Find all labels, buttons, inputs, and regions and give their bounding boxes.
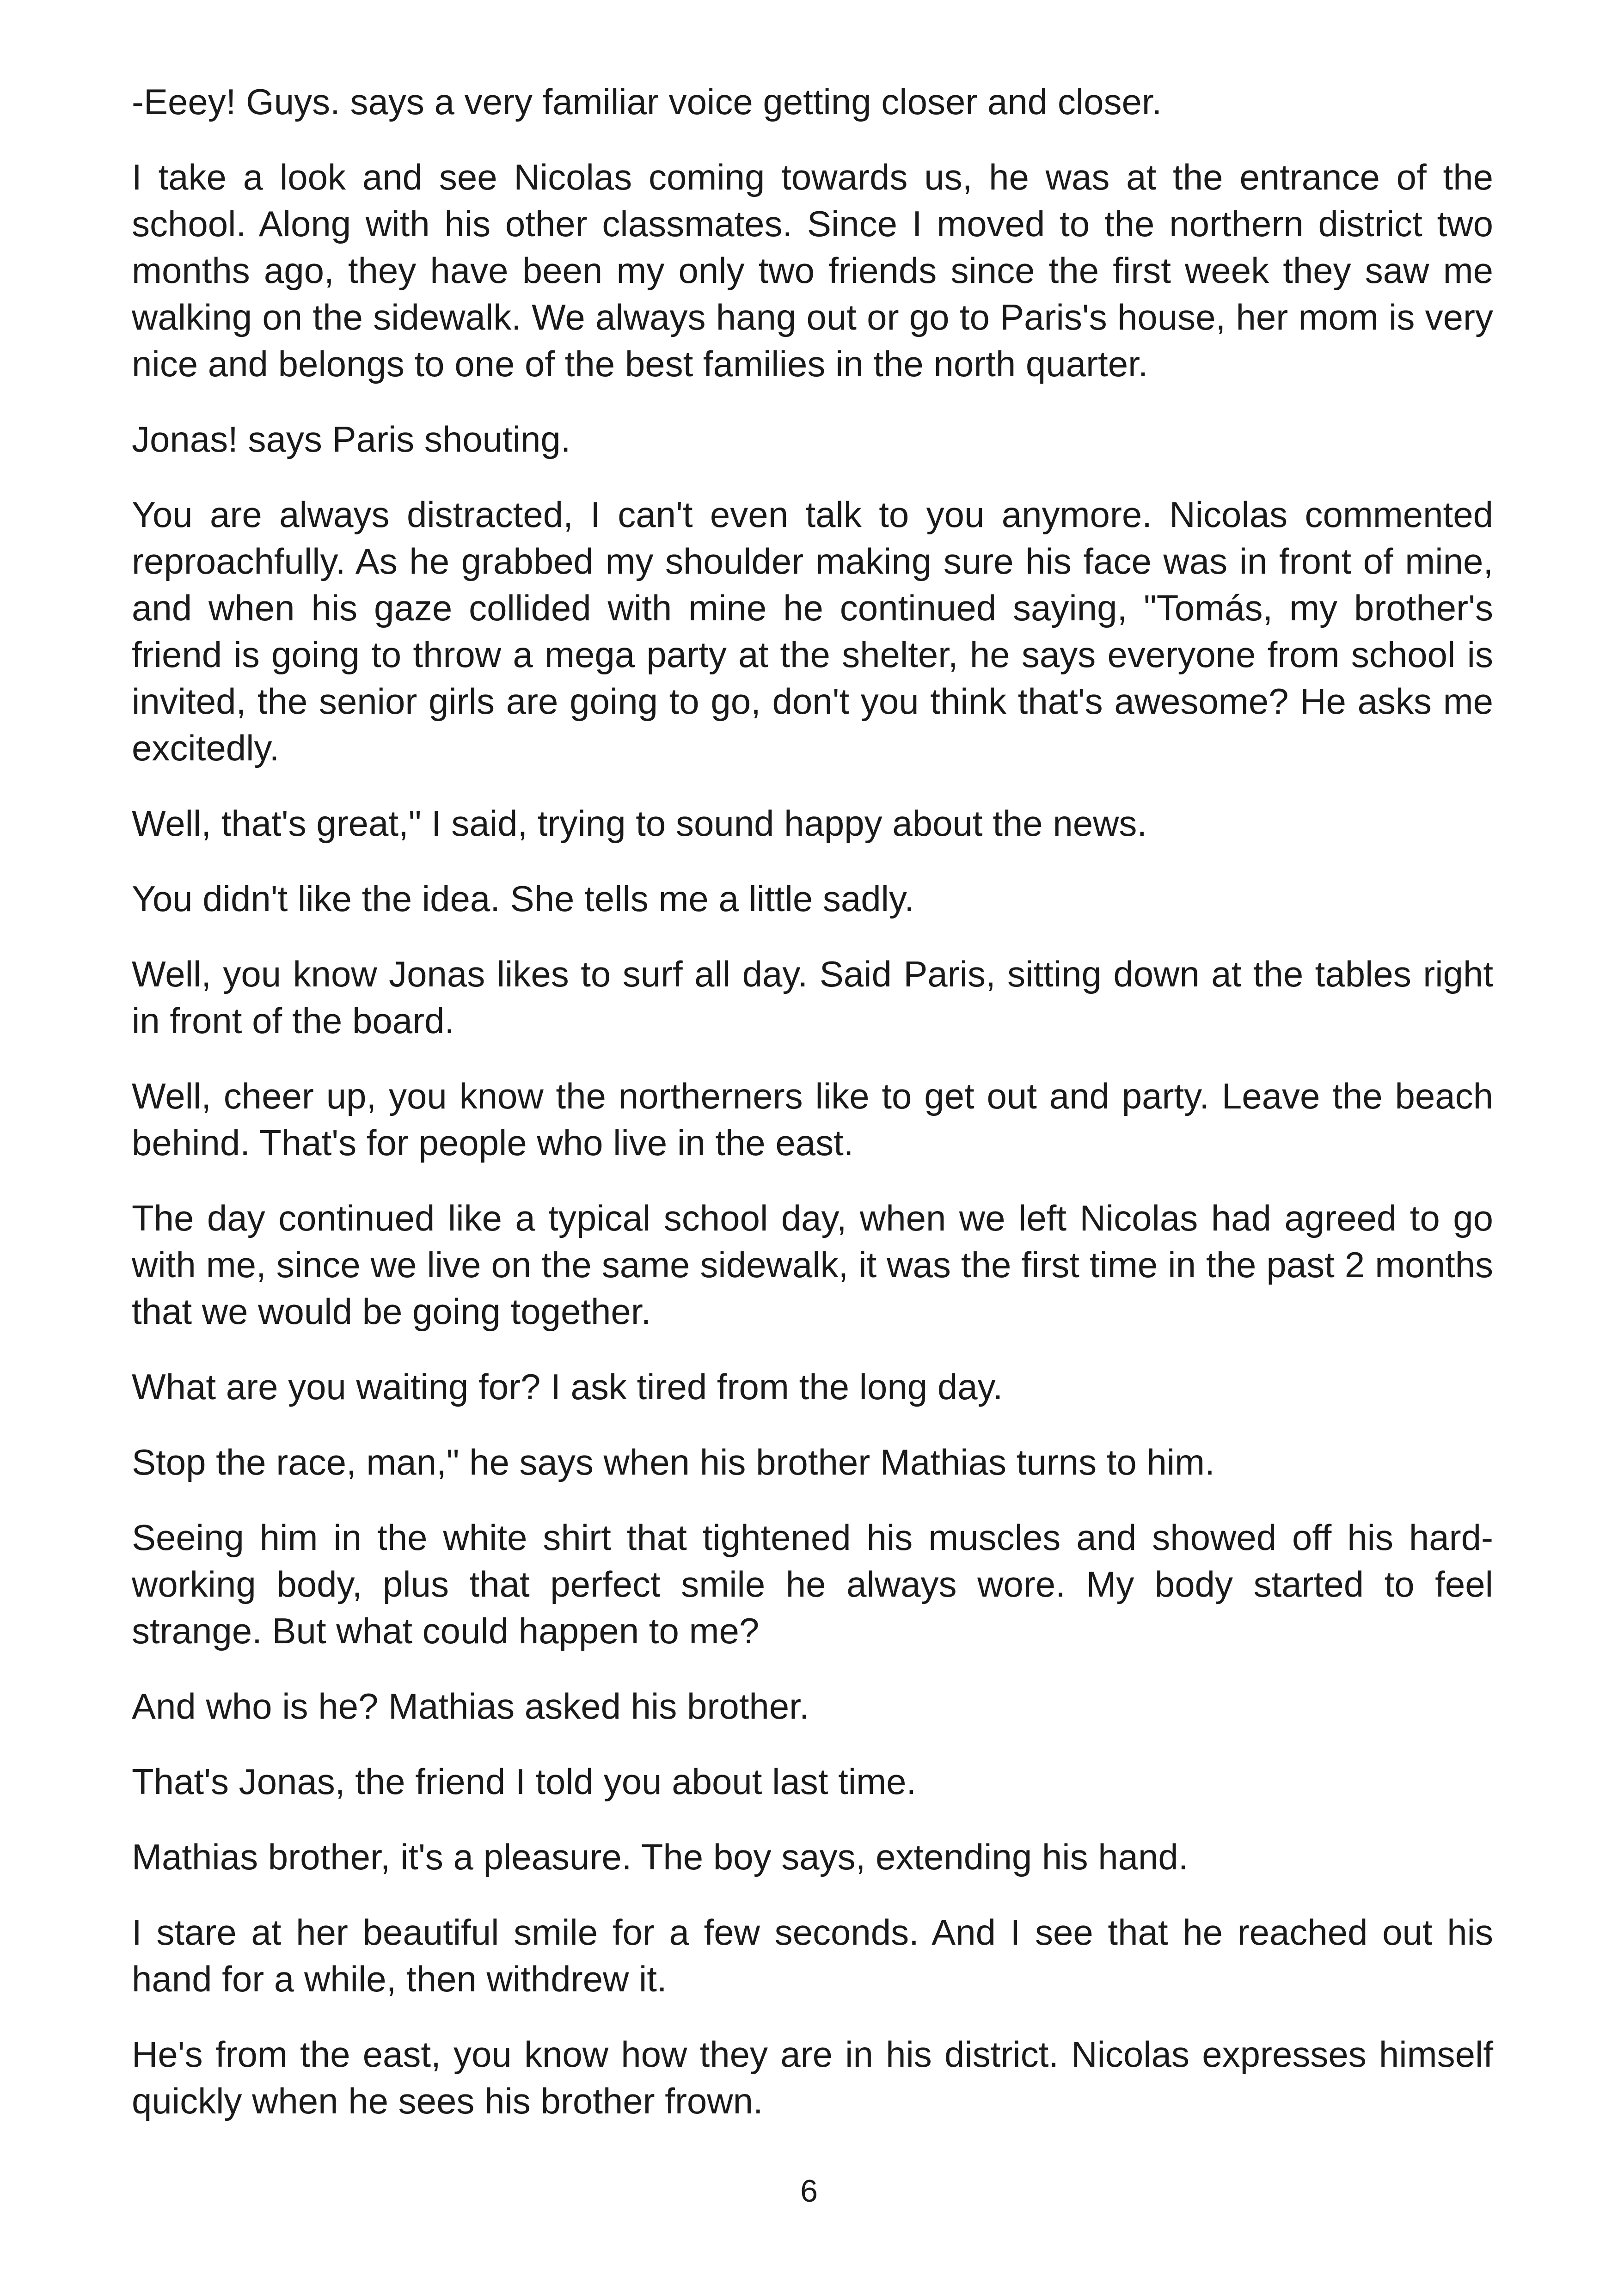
paragraph: That's Jonas, the friend I told you about last time. [132, 1761, 917, 1802]
paragraph: Well, that's great," I said, trying to sound happy about the news. [132, 803, 1147, 844]
paragraph: Jonas! says Paris shouting. [132, 419, 571, 459]
paragraph: I stare at her beautiful smile for a few seconds. And I see that he reached out his hand for a while, then withdrew it. [132, 1912, 1493, 1999]
paragraph: Stop the race, man," he says when his brother Mathias turns to him. [132, 1442, 1215, 1482]
paragraph: He's from the east, you know how they are in his district. Nicolas expresses himself quickly when he sees his brother frown. [132, 2034, 1493, 2121]
paragraph: You didn't like the idea. She tells me a little sadly. [132, 878, 914, 919]
paragraph: The day continued like a typical school day, when we left Nicolas had agreed to go with me, since we live on the same sidewalk, it was the first time in the past 2 months that we would be going together. [132, 1198, 1493, 1332]
page-number: 6 [800, 2174, 818, 2209]
paragraph: You are always distracted, I can't even talk to you anymore. Nicolas commented reproachfully. As he grabbed my shoulder making sure his face was in front of mine, and when his gaze collided with mine he continued saying, "Tomás, my brother's friend is going to throw a mega party at the shelter, he says everyone from school is invited, the senior girls are going to go, don't you think that's awesome? He asks me excitedly. [132, 494, 1493, 768]
paragraph: Mathias brother, it's a pleasure. The boy says, extending his hand. [132, 1837, 1189, 1877]
paragraph: What are you waiting for? I ask tired from the long day. [132, 1366, 1003, 1407]
paragraph: And who is he? Mathias asked his brother. [132, 1686, 809, 1727]
paragraph: Well, you know Jonas likes to surf all day. Said Paris, sitting down at the tables right in front of the board. [132, 954, 1493, 1041]
paragraph: I take a look and see Nicolas coming towards us, he was at the entrance of the school. Along with his other classmates. Since I moved to the northern district two months ago, they have been my only two friends since the first week they saw me walking on the sidewalk. We always hang out or go to Paris's house, her mom is very nice and belongs to one of the best families in the north quarter. [132, 157, 1493, 384]
paragraph: Well, cheer up, you know the northerners like to get out and party. Leave the beach behind. That's for people who live in the east. [132, 1076, 1493, 1163]
paragraph: Seeing him in the white shirt that tightened his muscles and showed off his hard-working body, plus that perfect smile he always wore. My body started to feel strange. But what could happen to me? [132, 1517, 1493, 1651]
paragraph: -Eeey! Guys. says a very familiar voice getting closer and closer. [132, 81, 1162, 122]
body-text [132, 79, 1493, 2125]
